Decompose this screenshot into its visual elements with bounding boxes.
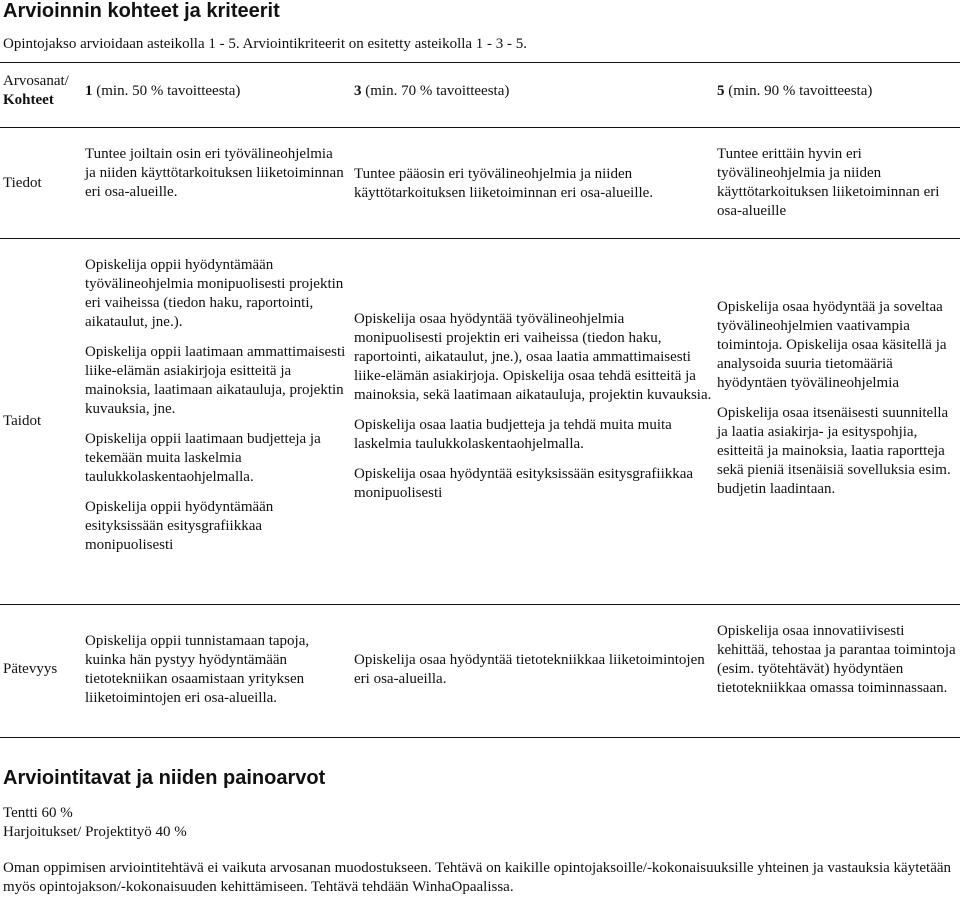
- criteria-text: Opiskelija oppii tunnistamaan tapoja, kuinka hän pystyy hyödyntämään tietotekniikan osaamistaan yrityksen liiketoimintojen eri osa-alueilla.: [85, 633, 310, 706]
- criteria-text: Opiskelija osaa itsenäisesti suunnitella ja laatia asiakirja- ja esityspohjia, esitteitä ja mainoksia, laatia raportteja sekä pieniä itsenäisiä sovelluksia esim. budjetin laadintaan.: [717, 405, 951, 497]
- row-border-taidot: [0, 604, 960, 605]
- weight-exam: Tentti 60 %: [3, 805, 73, 821]
- patevyys-grade-3: [354, 651, 709, 689]
- taidot-grade-3: [354, 310, 714, 503]
- criteria-text: Tuntee pääosin eri työvälineohjelmia ja niiden käyttötarkoituksen liiketoiminnan eri osa-alueille.: [354, 166, 654, 201]
- patevyys-grade-5: [717, 622, 957, 698]
- tiedot-grade-5: [717, 145, 957, 221]
- weight-assignments: Harjoitukset/ Projektityö 40 %: [3, 824, 187, 840]
- grade-threshold: (min. 70 % tavoitteesta): [361, 83, 510, 99]
- tiedot-grade-1: [85, 145, 347, 202]
- criteria-text: Opiskelija oppii hyödyntämään työvälineohjelmia monipuolisesti projektin eri vaiheissa (tiedon haku, raportointi, aikataulut, jne.).: [85, 257, 344, 330]
- corner-line-targets: Kohteet: [3, 92, 54, 108]
- criteria-text: Opiskelija osaa hyödyntää työvälineohjelmia monipuolisesti projektin eri vaiheissa (tiedon haku, raportointi, aikataulut, jne.), osaa laatia ammattimaisesti liike-elämän asiakirjoja. Opiskelija osaa tehdä esitteitä ja mainoksia, sekä laatimaan aikatauluja, projektin kuvauksia.: [354, 311, 712, 403]
- taidot-grade-5: [717, 298, 957, 499]
- criteria-text: Opiskelija oppii laatimaan ammattimaisesti liike-elämän asiakirjoja esitteitä ja mainoksia, laatimaan aikatauluja, projektin kuvauksia, jne.: [85, 344, 346, 417]
- criteria-text: Opiskelija osaa hyödyntää tietotekniikkaa liiketoimintojen eri osa-alueilla.: [354, 652, 705, 687]
- assessment-weights: [3, 804, 953, 842]
- criteria-text: Opiskelija oppii hyödyntämään esityksissään esitysgrafiikkaa monipuolisesti: [85, 499, 274, 553]
- criteria-text: Opiskelija oppii laatimaan budjetteja ja tekemään muita laskelmia taulukkolaskentaohjelmalla.: [85, 431, 321, 485]
- table-corner-header: [3, 72, 83, 110]
- section-title-assessment-methods: Arviointitavat ja niiden painoarvot: [3, 767, 326, 789]
- table-header-border: [0, 127, 960, 128]
- grade-threshold: (min. 50 % tavoitteesta): [92, 83, 241, 99]
- criteria-text: Tuntee erittäin hyvin eri työvälineohjelmia ja niiden käyttötarkoituksen liiketoiminnan eri osa-alueille: [717, 146, 940, 219]
- row-border-tiedot: [0, 238, 960, 239]
- table-top-border: [0, 62, 960, 63]
- grade-threshold: (min. 90 % tavoitteesta): [724, 83, 873, 99]
- row-label-tiedot: Tiedot: [3, 175, 42, 191]
- grade-header-5: [717, 82, 957, 101]
- criteria-text: Opiskelija osaa innovatiivisesti kehittää, tehostaa ja parantaa toimintoja (esim. työtehtävät) hyödyntäen tietotekniikkaa omassa toiminnassaan.: [717, 623, 956, 696]
- criteria-text: Opiskelija osaa hyödyntää esityksissään esitysgrafiikkaa monipuolisesti: [354, 466, 694, 501]
- grade-number: 1: [85, 83, 93, 99]
- criteria-text: Tuntee joiltain osin eri työvälineohjelmia ja niiden käyttötarkoituksen liiketoiminnan eri osa-alueille.: [85, 146, 344, 200]
- grade-number: 5: [717, 83, 725, 99]
- row-label-patevyys: Pätevyys: [3, 661, 58, 677]
- patevyys-grade-1: [85, 632, 347, 708]
- criteria-text: Opiskelija osaa laatia budjetteja ja tehdä muita muita laskelmia taulukkolaskentaohjelmalla.: [354, 417, 672, 452]
- criteria-text: Opiskelija osaa hyödyntää ja soveltaa työvälineohjelmien vaativampia toimintoja. Opiskelija osaa käsitellä ja analysoida suuria tietomääriä hyödyntäen työvälineohjelmia: [717, 299, 947, 391]
- grade-header-1: [85, 82, 345, 101]
- corner-line-grades: Arvosanat/: [3, 73, 69, 89]
- taidot-grade-1: [85, 256, 353, 555]
- grading-scale-intro: Opintojakso arvioidaan asteikolla 1 - 5. Arviointikriteerit on esitetty asteikolla 1 - 3 - 5.: [3, 36, 528, 52]
- row-border-patevyys: [0, 737, 960, 738]
- row-label-taidot: Taidot: [3, 413, 42, 429]
- assessment-note: Oman oppimisen arviointitehtävä ei vaikuta arvosanan muodostukseen. Tehtävä on kaikille opintojaksoille/-kokonaisuuksille yhteinen ja vastauksia käytetään myös opintojakson/-kokonaisuuden kehittämiseen. Tehtävä tehdään WinhaOpaalissa.: [3, 860, 952, 895]
- grade-number: 3: [354, 83, 362, 99]
- grade-header-3: [354, 82, 709, 101]
- section-title-criteria: Arvioinnin kohteet ja kriteerit: [3, 0, 280, 22]
- tiedot-grade-3: [354, 165, 709, 203]
